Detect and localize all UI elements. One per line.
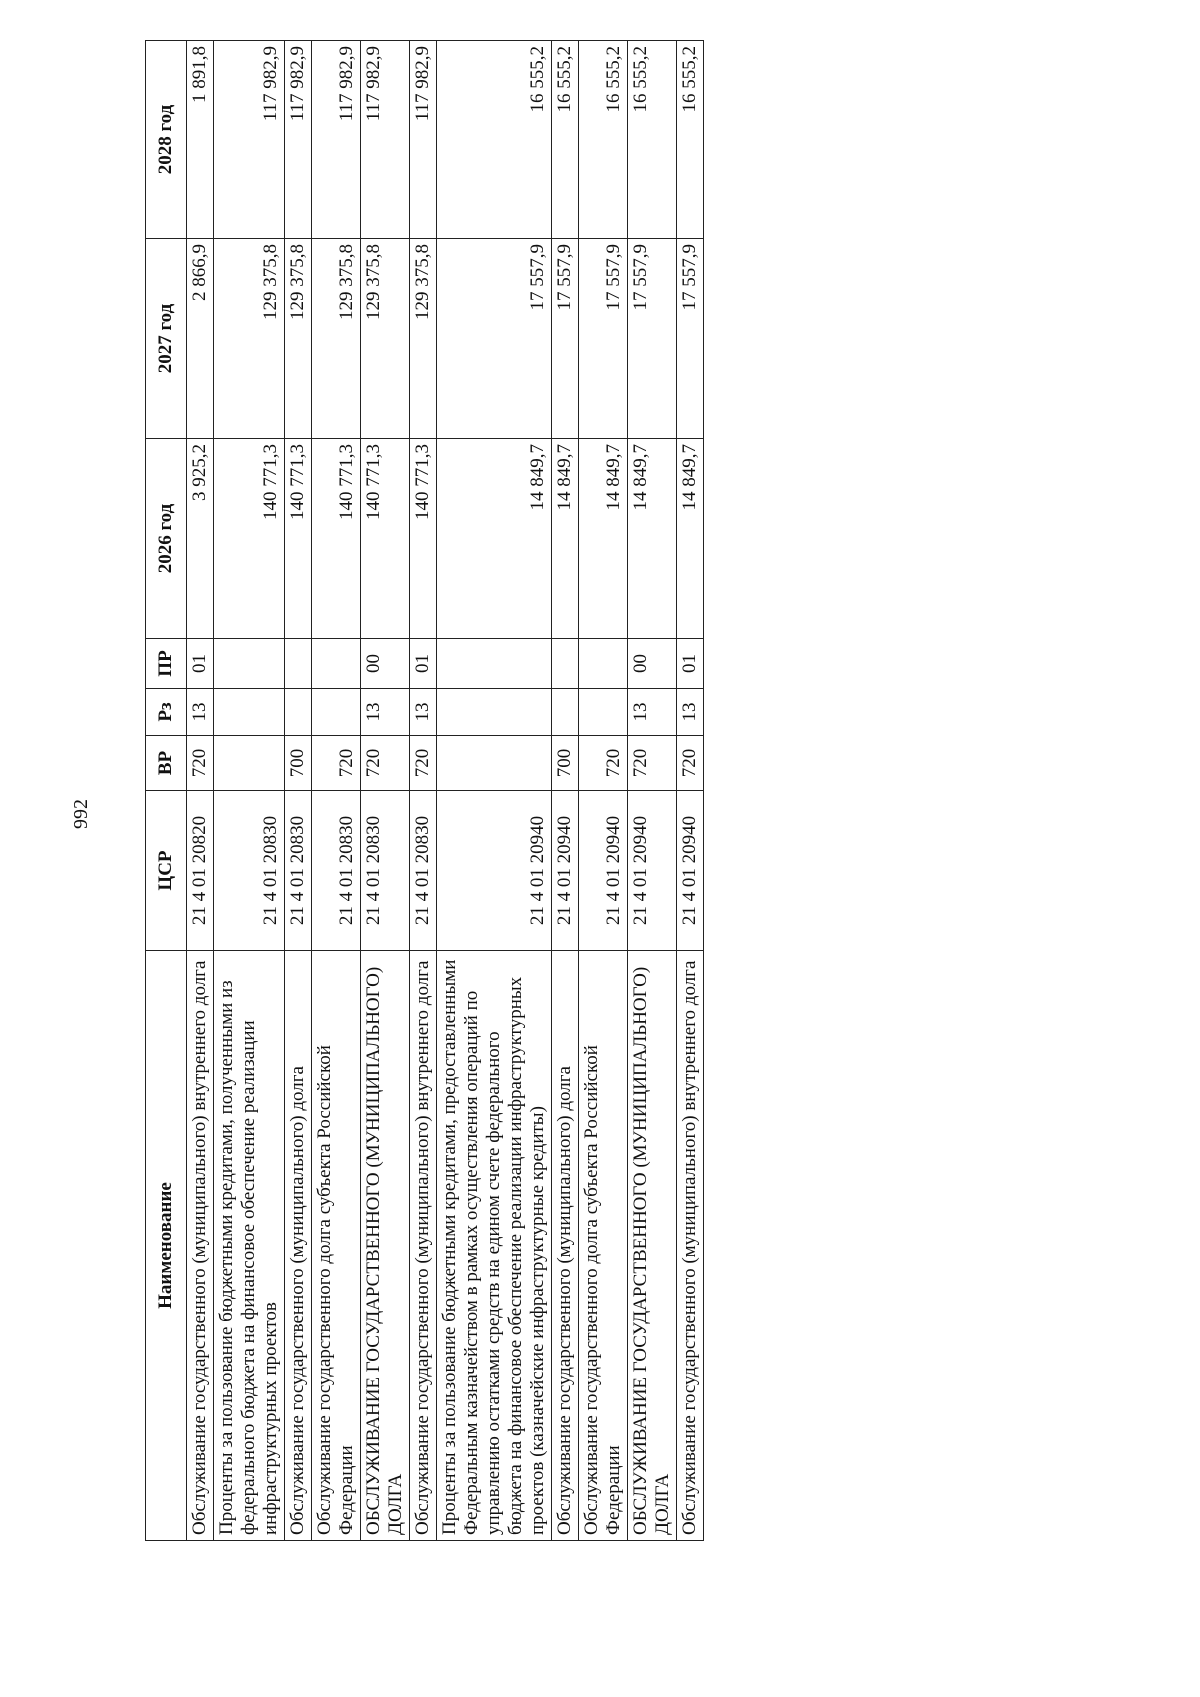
cell-2026: 14 849,7 <box>628 439 677 639</box>
cell-2026: 3 925,2 <box>187 439 214 639</box>
cell-rz <box>437 689 552 736</box>
cell-vr: 720 <box>361 736 410 791</box>
cell-2028: 16 555,2 <box>677 41 704 239</box>
cell-name: Обслуживание государственного долга субъекта Российской Федерации <box>312 951 361 1541</box>
cell-2026: 14 849,7 <box>437 439 552 639</box>
cell-2028: 1 891,8 <box>187 41 214 239</box>
cell-csr: 21 4 01 20830 <box>285 791 312 951</box>
budget-table <box>145 40 704 1541</box>
table-row <box>677 41 704 1541</box>
header-name: Наименование <box>146 951 187 1541</box>
header-rz: Рз <box>146 689 187 736</box>
cell-rz: 13 <box>361 689 410 736</box>
cell-2027: 129 375,8 <box>312 239 361 439</box>
cell-pr: 01 <box>187 639 214 689</box>
cell-2027: 17 557,9 <box>437 239 552 439</box>
cell-csr: 21 4 01 20830 <box>410 791 437 951</box>
cell-name: ОБСЛУЖИВАНИЕ ГОСУДАРСТВЕННОГО (МУНИЦИПАЛЬНОГО) ДОЛГА <box>361 951 410 1541</box>
cell-name: Обслуживание государственного (муниципального) внутреннего долга <box>677 951 704 1541</box>
cell-vr: 720 <box>187 736 214 791</box>
cell-2026: 140 771,3 <box>361 439 410 639</box>
table-row <box>410 41 437 1541</box>
header-pr: ПР <box>146 639 187 689</box>
cell-2027: 129 375,8 <box>410 239 437 439</box>
cell-pr <box>214 639 285 689</box>
table-row <box>579 41 628 1541</box>
cell-csr: 21 4 01 20940 <box>677 791 704 951</box>
cell-csr: 21 4 01 20940 <box>628 791 677 951</box>
cell-2027: 17 557,9 <box>628 239 677 439</box>
table-row <box>437 41 552 1541</box>
cell-2026: 140 771,3 <box>312 439 361 639</box>
cell-rz: 13 <box>187 689 214 736</box>
cell-pr <box>312 639 361 689</box>
cell-2028: 16 555,2 <box>579 41 628 239</box>
cell-vr <box>214 736 285 791</box>
cell-2026: 140 771,3 <box>285 439 312 639</box>
cell-pr: 00 <box>361 639 410 689</box>
cell-2026: 140 771,3 <box>410 439 437 639</box>
cell-rz <box>579 689 628 736</box>
cell-vr: 720 <box>628 736 677 791</box>
header-vr: ВР <box>146 736 187 791</box>
cell-name: Проценты за пользование бюджетными кредитами, предоставленными Федеральным казначейством в рамках осуществления операций по управлению остатками средств на едином счете федерального бюджета на финансовое обеспечение реализации инфраструктурных проектов (казначейские инфраструктурные кредиты) <box>437 951 552 1541</box>
cell-rz: 13 <box>677 689 704 736</box>
cell-csr: 21 4 01 20830 <box>361 791 410 951</box>
cell-pr: 01 <box>677 639 704 689</box>
cell-2027: 2 866,9 <box>187 239 214 439</box>
header-csr: ЦСР <box>146 791 187 951</box>
cell-rz: 13 <box>410 689 437 736</box>
cell-2027: 17 557,9 <box>677 239 704 439</box>
cell-rz: 13 <box>628 689 677 736</box>
cell-2027: 129 375,8 <box>361 239 410 439</box>
cell-name: Обслуживание государственного (муниципального) внутреннего долга <box>187 951 214 1541</box>
cell-2028: 117 982,9 <box>214 41 285 239</box>
table-row <box>214 41 285 1541</box>
table-row <box>361 41 410 1541</box>
cell-csr: 21 4 01 20830 <box>312 791 361 951</box>
cell-2027: 17 557,9 <box>552 239 579 439</box>
cell-name: Обслуживание государственного (муниципального) внутреннего долга <box>410 951 437 1541</box>
cell-2028: 117 982,9 <box>312 41 361 239</box>
cell-2027: 129 375,8 <box>285 239 312 439</box>
cell-2028: 16 555,2 <box>437 41 552 239</box>
cell-name: Обслуживание государственного (муниципального) долга <box>552 951 579 1541</box>
cell-csr: 21 4 01 20940 <box>437 791 552 951</box>
cell-2026: 14 849,7 <box>579 439 628 639</box>
cell-2028: 117 982,9 <box>361 41 410 239</box>
cell-pr <box>579 639 628 689</box>
cell-csr: 21 4 01 20830 <box>214 791 285 951</box>
cell-csr: 21 4 01 20820 <box>187 791 214 951</box>
cell-csr: 21 4 01 20940 <box>579 791 628 951</box>
cell-2028: 117 982,9 <box>285 41 312 239</box>
cell-pr <box>552 639 579 689</box>
table-row <box>312 41 361 1541</box>
table-row <box>628 41 677 1541</box>
table-row <box>552 41 579 1541</box>
table-header-row <box>146 41 187 1541</box>
cell-name: Обслуживание государственного (муниципального) долга <box>285 951 312 1541</box>
page-number: 992 <box>70 799 92 829</box>
cell-2026: 140 771,3 <box>214 439 285 639</box>
cell-2028: 16 555,2 <box>552 41 579 239</box>
cell-2027: 129 375,8 <box>214 239 285 439</box>
budget-table-container <box>145 41 965 1541</box>
cell-vr: 700 <box>552 736 579 791</box>
cell-vr: 720 <box>677 736 704 791</box>
cell-rz <box>552 689 579 736</box>
cell-pr: 00 <box>628 639 677 689</box>
cell-name: Обслуживание государственного долга субъекта Российской Федерации <box>579 951 628 1541</box>
cell-2026: 14 849,7 <box>552 439 579 639</box>
cell-vr: 720 <box>410 736 437 791</box>
cell-2028: 117 982,9 <box>410 41 437 239</box>
header-2027: 2027 год <box>146 239 187 439</box>
cell-rz <box>312 689 361 736</box>
cell-name: ОБСЛУЖИВАНИЕ ГОСУДАРСТВЕННОГО (МУНИЦИПАЛЬНОГО) ДОЛГА <box>628 951 677 1541</box>
cell-name: Проценты за пользование бюджетными кредитами, полученными из федерального бюджета на финансовое обеспечение реализации инфраструктурных проектов <box>214 951 285 1541</box>
cell-rz <box>214 689 285 736</box>
cell-rz <box>285 689 312 736</box>
cell-pr <box>437 639 552 689</box>
cell-2028: 16 555,2 <box>628 41 677 239</box>
table-row <box>285 41 312 1541</box>
cell-pr: 01 <box>410 639 437 689</box>
cell-vr: 700 <box>285 736 312 791</box>
header-2028: 2028 год <box>146 41 187 239</box>
cell-vr: 720 <box>312 736 361 791</box>
cell-vr <box>437 736 552 791</box>
cell-csr: 21 4 01 20940 <box>552 791 579 951</box>
cell-2026: 14 849,7 <box>677 439 704 639</box>
cell-2027: 17 557,9 <box>579 239 628 439</box>
header-2026: 2026 год <box>146 439 187 639</box>
cell-pr <box>285 639 312 689</box>
table-row <box>187 41 214 1541</box>
cell-vr: 720 <box>579 736 628 791</box>
